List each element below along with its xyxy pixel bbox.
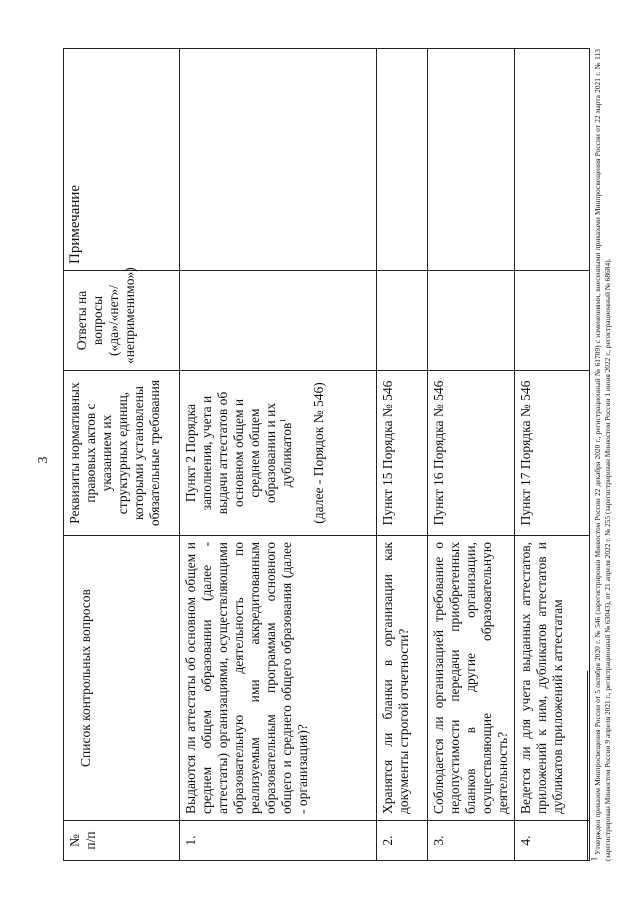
row-num: 1. [180,821,377,861]
row-num: 2. [377,821,428,861]
row-answer [515,271,590,371]
row-question: Хранятся ли бланки в организации как документы строгой отчетности? [377,536,428,821]
footnote-divider [587,671,588,861]
row-question: Ведется ли для учета выданных аттестатов, приложений к ним, дубликатов аттестатов и дубликатов приложений к аттестатам [515,536,590,821]
rotated-page-content [63,45,623,875]
requisite-text: Пункт 2 Порядка заполнения, учета и выдачи аттестатов об основном общем и среднем общем образовании и их дубликатов [183,391,294,515]
row-requisite [180,371,377,536]
row-num: 4. [515,821,590,861]
row-question: Соблюдается ли организацией требование о недопустимости передачи приобретенных бланков в другие организации, осуществляющие образовательную деятельность? [428,536,515,821]
row-num: 3. [428,821,515,861]
row-question: Выдаются ли аттестаты об основном общем и среднем общем образовании (далее - аттестаты) организациями, осуществляющими образовательную деятельность по реализуемым ими аккредитованным образовательным программам основного общего и среднего общего образования (далее - организация)? [180,536,377,821]
header-answers: Ответы на вопросы («да»/«нет»/ «неприменимо») [64,271,180,371]
header-questions: Список контрольных вопросов [64,536,180,821]
table-row [428,49,515,861]
row-note [428,49,515,271]
page-number: 3 [36,456,51,464]
footnote-text: Утвержден приказом Минпросвещения России от 5 октября 2020 г. № 546 (зарегистрирован Минюстом России 22 декабря 2020 г., регистрационный № 61709) с изменениями, внесенными приказами Минпросвещения России от 22 марта 2021 г. № 113 (зарегистрирован Минюстом России 9 апреля 2021 г., регистрационный № 63043), от 21 апреля 2022 г. № 255 (зарегистрирован Минюстом России 1 июня 2022 г., регистрационный № 68684). [593,49,612,861]
table-header-row [64,49,180,861]
row-note [515,49,590,271]
row-answer [377,271,428,371]
header-requisites: Реквизиты нормативных правовых актов с указанием их структурных единиц, которыми установлены обязательные требования [64,371,180,536]
row-answer [428,271,515,371]
checklist-table [63,48,590,861]
row-requisite: Пункт 17 Порядка № 546 [515,371,590,536]
footnote [589,49,612,861]
row-answer [180,271,377,371]
header-num: № п/п [64,821,180,861]
footnote-mark: 1 [589,857,599,861]
footnote-ref: 1 [278,418,288,423]
table-row [180,49,377,861]
row-requisite: Пункт 15 Порядка № 546 [377,371,428,536]
row-requisite: Пункт 16 Порядка № 546 [428,371,515,536]
table-row [515,49,590,861]
table-row [377,49,428,861]
row-note [180,49,377,271]
requisite-tail: (далее - Порядок № 546) [311,382,326,524]
header-note: Примечание [64,49,180,271]
row-note [377,49,428,271]
